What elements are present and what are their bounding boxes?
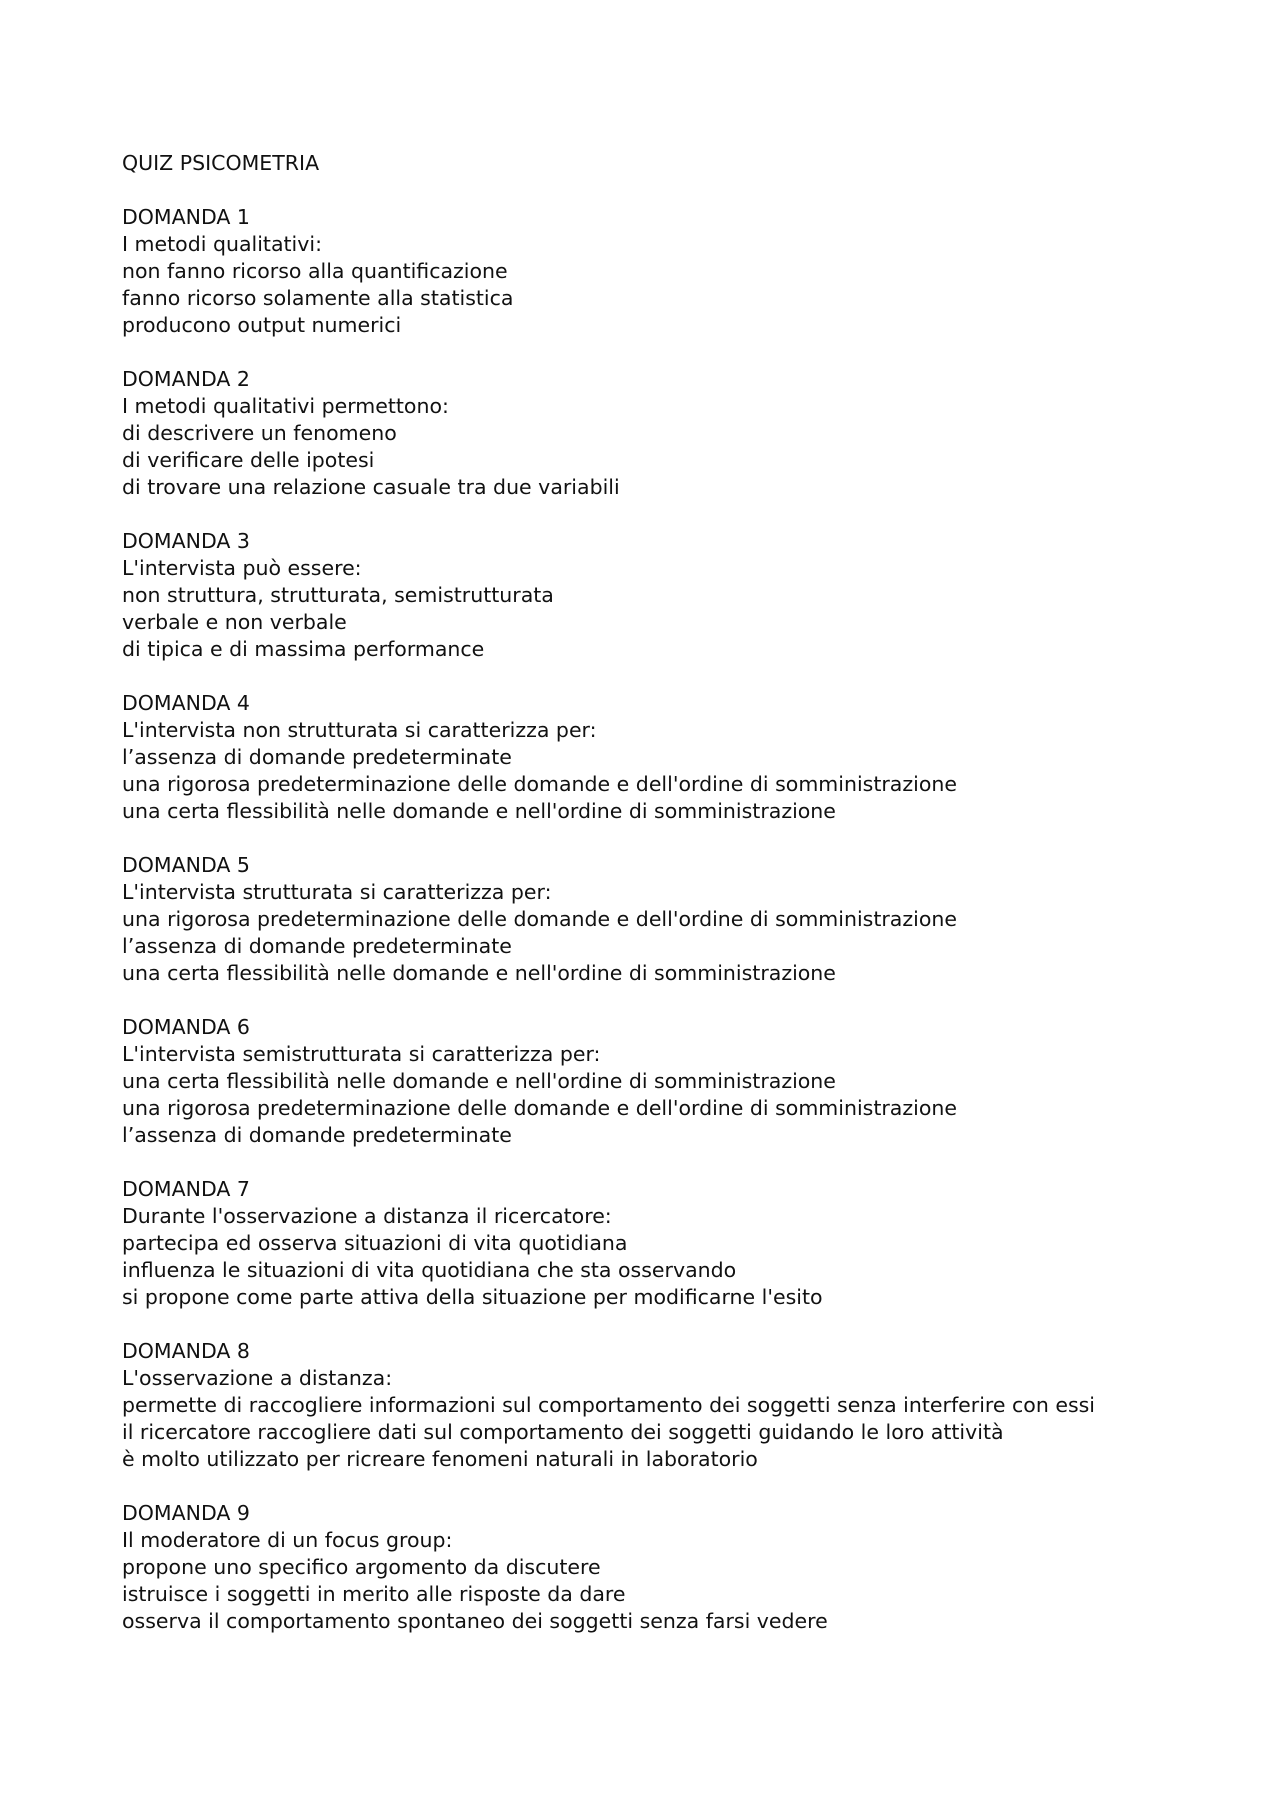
question-label: DOMANDA 8 bbox=[122, 1339, 250, 1363]
question-prompt: Il moderatore di un focus group: bbox=[122, 1528, 453, 1552]
question-label: DOMANDA 9 bbox=[122, 1501, 250, 1525]
answer-option: una certa flessibilità nelle domande e nell'ordine di somministrazione bbox=[122, 1069, 836, 1093]
answer-option: fanno ricorso solamente alla statistica bbox=[122, 286, 514, 310]
question-block bbox=[122, 366, 1222, 501]
answer-option: propone uno specifico argomento da discutere bbox=[122, 1555, 601, 1579]
question-prompt: L'intervista può essere: bbox=[122, 556, 362, 580]
answer-option: non struttura, strutturata, semistrutturata bbox=[122, 583, 554, 607]
answer-option: di descrivere un fenomeno bbox=[122, 421, 397, 445]
answer-option: l’assenza di domande predeterminate bbox=[122, 1123, 512, 1147]
question-block bbox=[122, 204, 1222, 339]
answer-option: di verificare delle ipotesi bbox=[122, 448, 375, 472]
question-block bbox=[122, 1176, 1222, 1311]
answer-option: una rigorosa predeterminazione delle domande e dell'ordine di somministrazione bbox=[122, 1096, 957, 1120]
question-block bbox=[122, 1014, 1222, 1149]
answer-option: una certa flessibilità nelle domande e nell'ordine di somministrazione bbox=[122, 961, 836, 985]
answer-option: l’assenza di domande predeterminate bbox=[122, 745, 512, 769]
question-prompt: L'intervista non strutturata si caratterizza per: bbox=[122, 718, 597, 742]
question-label: DOMANDA 2 bbox=[122, 367, 250, 391]
answer-option: di tipica e di massima performance bbox=[122, 637, 485, 661]
question-label: DOMANDA 6 bbox=[122, 1015, 250, 1039]
question-block bbox=[122, 1500, 1222, 1635]
answer-option: non fanno ricorso alla quantificazione bbox=[122, 259, 508, 283]
question-prompt: Durante l'osservazione a distanza il ricercatore: bbox=[122, 1204, 612, 1228]
answer-option: è molto utilizzato per ricreare fenomeni naturali in laboratorio bbox=[122, 1447, 758, 1471]
question-label: DOMANDA 1 bbox=[122, 205, 250, 229]
question-prompt: I metodi qualitativi permettono: bbox=[122, 394, 449, 418]
answer-option: verbale e non verbale bbox=[122, 610, 347, 634]
question-label: DOMANDA 7 bbox=[122, 1177, 250, 1201]
answer-option: producono output numerici bbox=[122, 313, 402, 337]
answer-option: l’assenza di domande predeterminate bbox=[122, 934, 512, 958]
document-title: QUIZ PSICOMETRIA bbox=[122, 151, 320, 175]
answer-option: partecipa ed osserva situazioni di vita quotidiana bbox=[122, 1231, 628, 1255]
answer-option: istruisce i soggetti in merito alle risposte da dare bbox=[122, 1582, 626, 1606]
question-prompt: I metodi qualitativi: bbox=[122, 232, 322, 256]
question-prompt: L'intervista semistrutturata si caratterizza per: bbox=[122, 1042, 601, 1066]
question-prompt: L'osservazione a distanza: bbox=[122, 1366, 393, 1390]
document-page bbox=[122, 150, 1222, 1635]
answer-option: influenza le situazioni di vita quotidiana che sta osservando bbox=[122, 1258, 737, 1282]
question-label: DOMANDA 3 bbox=[122, 529, 250, 553]
question-block bbox=[122, 1338, 1222, 1473]
answer-option: permette di raccogliere informazioni sul comportamento dei soggetti senza interferire con essi bbox=[122, 1393, 1095, 1417]
question-block bbox=[122, 528, 1222, 663]
question-block bbox=[122, 690, 1222, 825]
answer-option: una certa flessibilità nelle domande e nell'ordine di somministrazione bbox=[122, 799, 836, 823]
question-label: DOMANDA 5 bbox=[122, 853, 250, 877]
answer-option: una rigorosa predeterminazione delle domande e dell'ordine di somministrazione bbox=[122, 772, 957, 796]
answer-option: si propone come parte attiva della situazione per modificarne l'esito bbox=[122, 1285, 823, 1309]
answer-option: una rigorosa predeterminazione delle domande e dell'ordine di somministrazione bbox=[122, 907, 957, 931]
answer-option: osserva il comportamento spontaneo dei soggetti senza farsi vedere bbox=[122, 1609, 828, 1633]
answer-option: il ricercatore raccogliere dati sul comportamento dei soggetti guidando le loro attività bbox=[122, 1420, 1004, 1444]
question-label: DOMANDA 4 bbox=[122, 691, 250, 715]
question-block bbox=[122, 852, 1222, 987]
question-prompt: L'intervista strutturata si caratterizza per: bbox=[122, 880, 552, 904]
answer-option: di trovare una relazione casuale tra due variabili bbox=[122, 475, 620, 499]
